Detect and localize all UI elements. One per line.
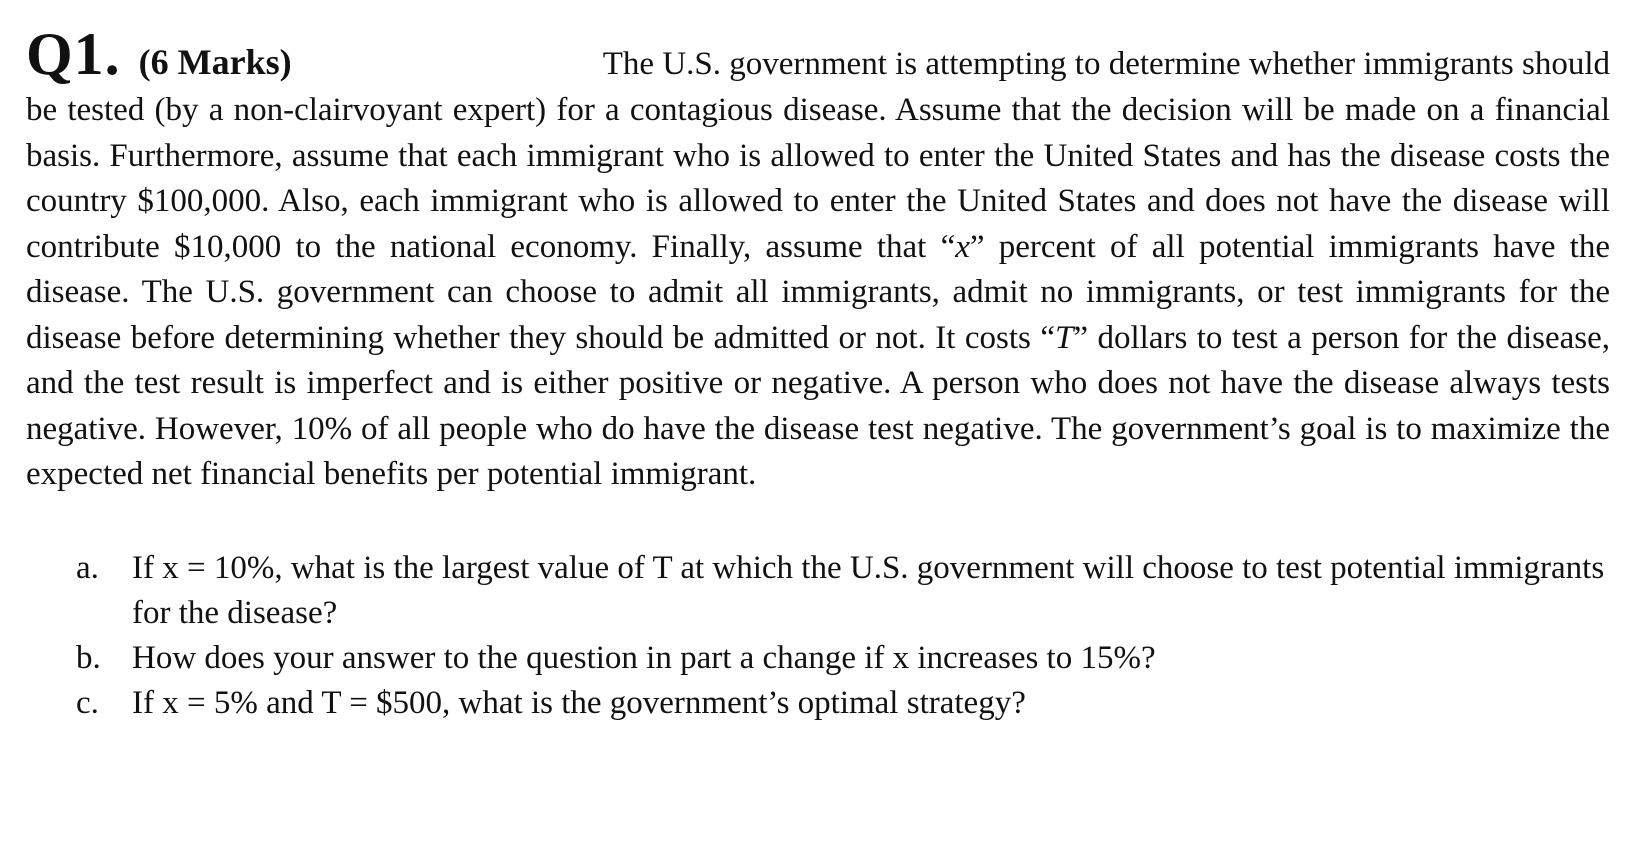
part-letter: a.	[76, 549, 99, 586]
question-block	[26, 21, 1610, 726]
question-body	[26, 88, 1610, 498]
list-item	[76, 681, 1610, 726]
part-text: If x = 10%, what is the largest value of T at which the U.S. government will choose to test potential immigrants for the disease?	[132, 549, 1605, 631]
list-item	[76, 546, 1610, 636]
variable-T: T	[1055, 319, 1074, 356]
part-letter: b.	[76, 639, 101, 676]
question-body-part1: be tested (by a non-clairvoyant expert) for a contagious disease. Assume that the decision will be made on a financial basis. Furthermore, assume that each immigrant who is allowed to enter the United States and has the disease costs the country $100,000. Also, each immigrant who is allowed to enter the United States and does not have the disease will contribute $10,000 to the national economy. Finally, assume that “	[26, 92, 1610, 265]
question-parts-list	[26, 546, 1610, 726]
question-body-part3: ” dollars to test a person for the disease, and the test result is imperfect and is either positive or negative. A person who does not have the disease always tests negative. However, 10% of all people who do have the disease test negative. The government’s goal is to maximize the expected net financial benefits per potential immigrant.	[26, 319, 1610, 492]
question-marks: (6 Marks)	[138, 42, 292, 82]
question-number: Q1.	[26, 21, 121, 87]
part-text: How does your answer to the question in part a change if x increases to 15%?	[132, 639, 1156, 676]
variable-x: x	[955, 228, 970, 265]
list-item	[76, 636, 1610, 681]
question-body-part2: ” percent of all potential immigrants have the disease. The U.S. government can choose to admit all immigrants, admit no immigrants, or test immigrants for the disease before determining whether they should be admitted or not. It costs “	[26, 228, 1610, 356]
question-intro-first-line: The U.S. government is attempting to determine whether immigrants should	[602, 46, 1610, 82]
part-letter: c.	[76, 684, 99, 721]
part-text: If x = 5% and T = $500, what is the government’s optimal strategy?	[132, 684, 1026, 721]
question-header	[26, 21, 1610, 88]
